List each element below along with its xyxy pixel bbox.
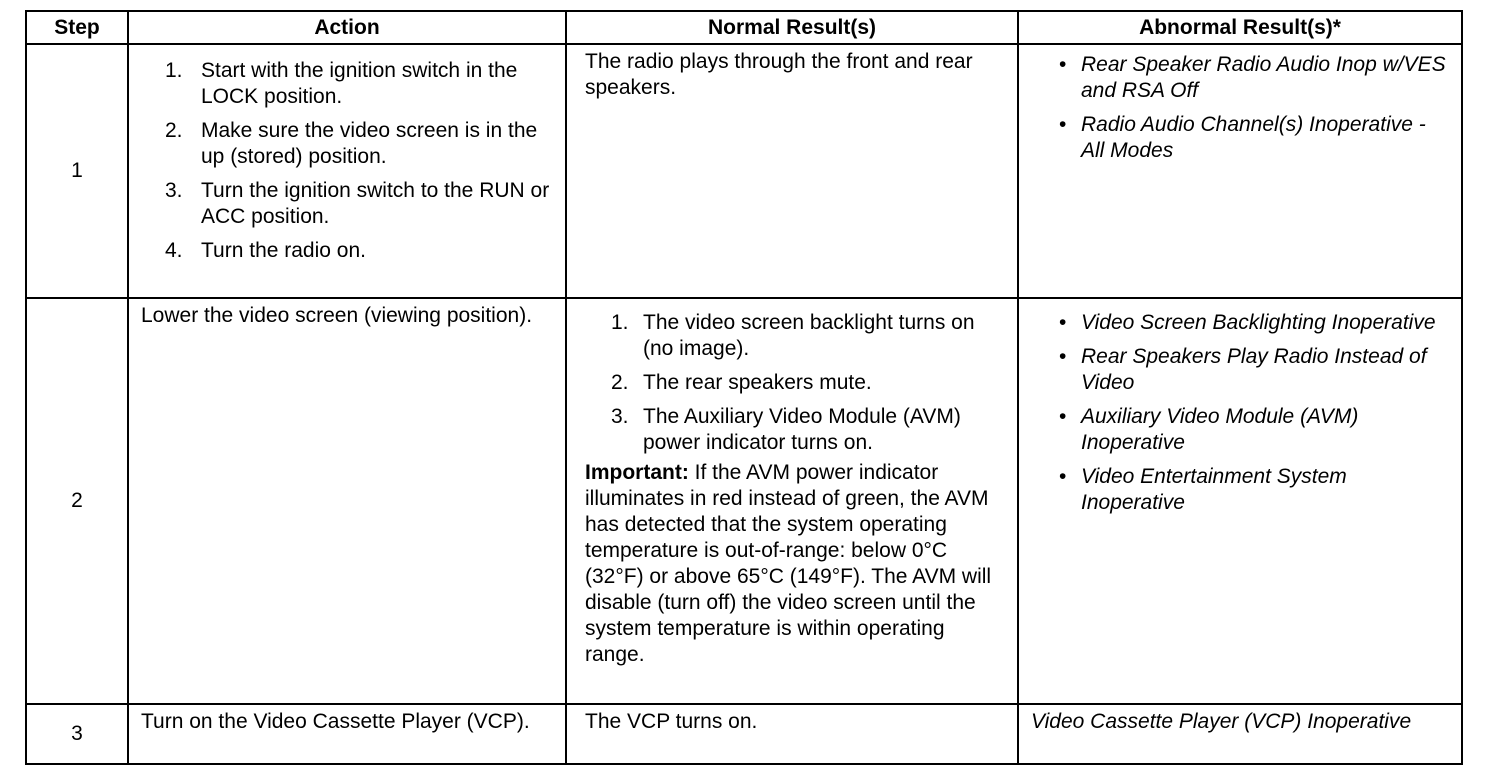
- list-item: [1019, 464, 1451, 516]
- bullet-icon: •: [1059, 405, 1067, 428]
- step-text: Make sure the video screen is in the up (stored) position.: [201, 119, 538, 168]
- step-text: The Auxiliary Video Module (AVM) power indicator turns on.: [643, 405, 961, 454]
- list-item: [1019, 404, 1451, 456]
- action-text: Lower the video screen (viewing position).: [141, 304, 533, 327]
- diagnostic-table: [25, 10, 1463, 765]
- bullet-icon: •: [1059, 345, 1067, 368]
- list-item: [567, 404, 1007, 456]
- normal-result-cell: [566, 704, 1018, 764]
- bullet-icon: •: [1059, 465, 1067, 488]
- normal-result-cell: [566, 298, 1018, 704]
- step-num: 3.: [165, 179, 183, 202]
- abnormal-result-link[interactable]: Rear Speaker Radio Audio Inop w/VES and RSA Off: [1081, 53, 1446, 102]
- list-item: [567, 310, 1007, 362]
- abnormal-result-link[interactable]: Video Entertainment System Inoperative: [1081, 465, 1347, 514]
- table-row: [26, 298, 1462, 704]
- table-row: [26, 44, 1462, 298]
- abnormal-result-link[interactable]: Radio Audio Channel(s) Inoperative - All Modes: [1081, 113, 1426, 162]
- list-item: [129, 118, 555, 170]
- step-num: 1.: [611, 311, 629, 334]
- abnormal-result-link[interactable]: Video Cassette Player (VCP) Inoperative: [1031, 710, 1412, 733]
- table-row: [26, 704, 1462, 764]
- normal-result-cell: [566, 44, 1018, 298]
- action-cell: [128, 704, 566, 764]
- list-item: [129, 178, 555, 230]
- header-normal-results: Normal Result(s): [566, 11, 1018, 44]
- abnormal-result-cell: [1018, 44, 1462, 298]
- step-text: Start with the ignition switch in the LOCK position.: [201, 59, 518, 108]
- step-number: 2: [26, 298, 128, 704]
- step-num: 4.: [165, 239, 183, 262]
- header-action: Action: [128, 11, 566, 44]
- abnormal-result-list: [1019, 45, 1461, 164]
- list-item: [1019, 344, 1451, 396]
- abnormal-result-link[interactable]: Auxiliary Video Module (AVM) Inoperative: [1081, 405, 1359, 454]
- important-label: Important:: [585, 461, 689, 484]
- list-item: [567, 370, 1007, 396]
- list-item: [129, 58, 555, 110]
- bullet-icon: •: [1059, 113, 1067, 136]
- bullet-icon: •: [1059, 53, 1067, 76]
- step-num: 2.: [611, 371, 629, 394]
- list-item: [1019, 310, 1451, 336]
- step-text: The rear speakers mute.: [643, 371, 872, 394]
- action-text: Turn on the Video Cassette Player (VCP).: [141, 710, 530, 733]
- step-text: The video screen backlight turns on (no image).: [643, 311, 975, 360]
- abnormal-result-cell: [1018, 704, 1462, 764]
- normal-result-text: The VCP turns on.: [585, 710, 758, 733]
- step-number: 3: [26, 704, 128, 764]
- abnormal-result-list: [1019, 299, 1461, 516]
- step-text: Turn the ignition switch to the RUN or ACC position.: [201, 179, 550, 228]
- abnormal-result-link[interactable]: Rear Speakers Play Radio Instead of Video: [1081, 345, 1427, 394]
- normal-result-text: The radio plays through the front and rear speakers.: [585, 50, 973, 99]
- list-item: [1019, 52, 1451, 104]
- bullet-icon: •: [1059, 311, 1067, 334]
- abnormal-result-link[interactable]: Video Screen Backlighting Inoperative: [1081, 311, 1436, 334]
- step-number: 1: [26, 44, 128, 298]
- important-text: If the AVM power indicator illuminates in red instead of green, the AVM has detected that the system operating temperature is out-of-range: below 0°C (32°F) or above 65°C (149°F). The AVM will disable (turn off) the video screen until the system temperature is within operating range.: [585, 461, 992, 666]
- normal-step-list: [567, 299, 1017, 456]
- action-cell: [128, 44, 566, 298]
- step-num: 3.: [611, 405, 629, 428]
- action-cell: [128, 298, 566, 704]
- step-num: 1.: [165, 59, 183, 82]
- step-text: Turn the radio on.: [201, 239, 366, 262]
- header-row: [26, 11, 1462, 44]
- action-step-list: [129, 45, 565, 264]
- important-note: [567, 458, 1017, 668]
- abnormal-result-cell: [1018, 298, 1462, 704]
- header-abnormal-results: Abnormal Result(s)*: [1018, 11, 1462, 44]
- header-step: Step: [26, 11, 128, 44]
- step-num: 2.: [165, 119, 183, 142]
- list-item: [129, 238, 555, 264]
- list-item: [1019, 112, 1451, 164]
